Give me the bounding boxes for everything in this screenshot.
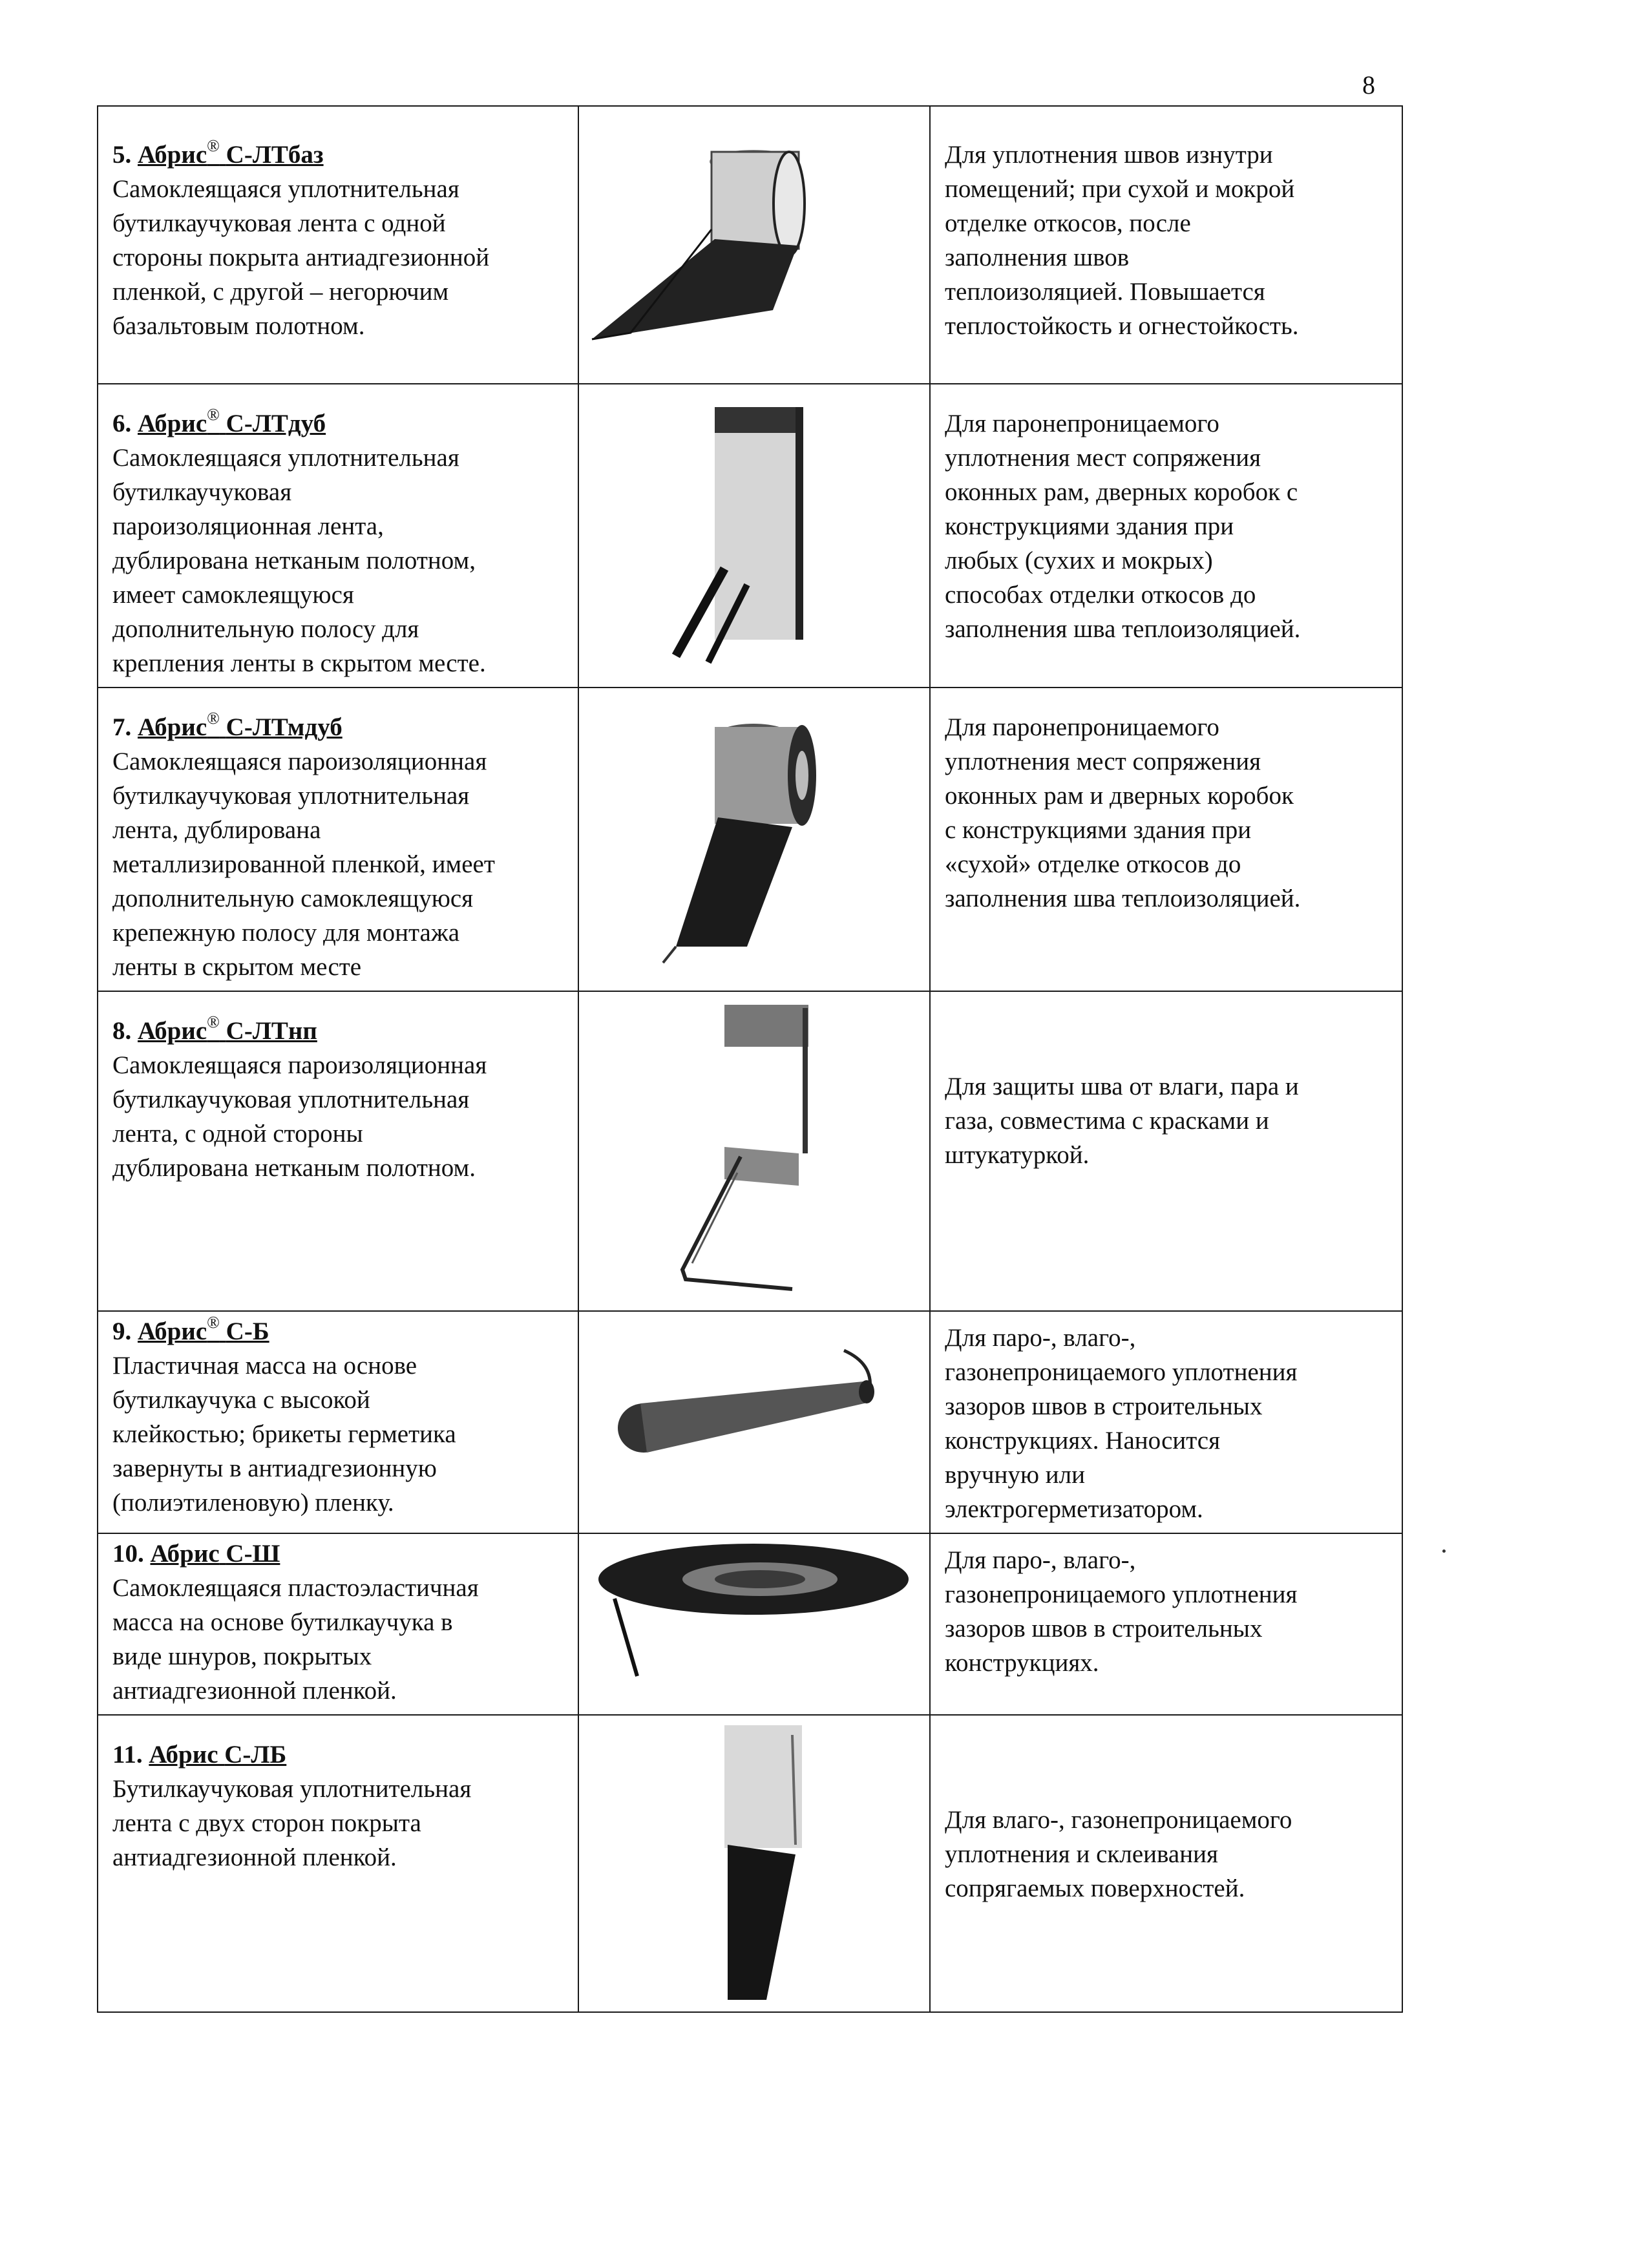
product-image-cell xyxy=(578,384,930,688)
table-row xyxy=(98,1715,1402,2012)
cord-coil-icon xyxy=(579,1534,931,1712)
usage-text: Для влаго-, газонепроницаемого уплотнения и склеивания сопрягаемых поверхностей. xyxy=(945,1806,1292,1902)
product-cell xyxy=(98,106,578,384)
product-table xyxy=(97,105,1403,2013)
table-row xyxy=(98,688,1402,991)
product-cell xyxy=(98,1311,578,1533)
product-image-cell xyxy=(578,688,930,991)
product-title: 9. Абрис® С-Б xyxy=(112,1313,269,1345)
product-title: 5. Абрис® С-ЛТбаз xyxy=(112,136,324,169)
product-title: 8. Абрис® С-ЛТнп xyxy=(112,1013,317,1045)
product-description: Самоклеящаяся пароизоляционная бутилкаучуковая уплотнительная лента, дублирована металлизированной пленкой, имеет дополнительную самоклеящуюся крепежную полосу для монтажа ленты в скрытом месте xyxy=(112,748,495,981)
product-image-cell xyxy=(578,106,930,384)
usage-cell xyxy=(930,106,1402,384)
tape-roll-basalt-icon xyxy=(579,107,931,384)
product-description: Самоклеящаяся пластоэластичная масса на основе бутилкаучука в виде шнуров, покрытых антиадгезионной пленкой. xyxy=(112,1574,479,1705)
table-row xyxy=(98,1311,1402,1533)
product-cell xyxy=(98,1715,578,2012)
sealant-briquette-icon xyxy=(579,1312,931,1525)
usage-text: Для защиты шва от влаги, пара и газа, совместима с красками и штукатуркой. xyxy=(945,1073,1299,1169)
product-description: Самоклеящаяся уплотнительная бутилкаучуковая пароизоляционная лента, дублирована нетканым полотном, имеет самоклеящуюся дополнительную полосу для крепления ленты в скрытом месте. xyxy=(112,444,486,677)
usage-text: Для уплотнения швов изнутри помещений; при сухой и мокрой отделке откосов, после заполнения швов теплоизоляцией. Повышается теплостойкость и огнестойкость. xyxy=(945,141,1299,340)
product-description: Бутилкаучуковая уплотнительная лента с двух сторон покрыта антиадгезионной пленкой. xyxy=(112,1775,472,1871)
product-description: Пластичная масса на основе бутилкаучука с высокой клейкостью; брикеты герметика завернуты в антиадгезионную (полиэтиленовую) пленку. xyxy=(112,1352,456,1517)
product-image-cell xyxy=(578,1311,930,1533)
product-description: Самоклеящаяся уплотнительная бутилкаучуковая лента с одной стороны покрыта антиадгезионной пленкой, с другой – негорючим базальтовым полотном. xyxy=(112,175,490,340)
table-row xyxy=(98,384,1402,688)
usage-text: Для паро-, влаго-, газонепроницаемого уплотнения зазоров швов в строительных конструкциях. Наносится вручную или электрогерметизатором. xyxy=(945,1324,1298,1523)
table-row xyxy=(98,1533,1402,1715)
usage-cell xyxy=(930,1715,1402,2012)
usage-text: Для паронепроницаемого уплотнения мест сопряжения оконных рам, дверных коробок с конструкциями здания при любых (сухих и мокрых) способах отделки откосов до заполнения шва теплоизоляцией. xyxy=(945,410,1301,643)
tape-roll-metallized-icon xyxy=(579,688,931,989)
table-row xyxy=(98,106,1402,384)
product-cell xyxy=(98,1533,578,1715)
product-title: 6. Абрис® С-ЛТдуб xyxy=(112,405,326,437)
usage-cell xyxy=(930,1533,1402,1715)
usage-cell xyxy=(930,991,1402,1311)
product-title: 7. Абрис® С-ЛТмдуб xyxy=(112,709,342,741)
usage-cell xyxy=(930,1311,1402,1533)
table-row xyxy=(98,991,1402,1311)
product-title: 10. Абрис С-Ш xyxy=(112,1540,280,1568)
product-cell xyxy=(98,688,578,991)
scan-speck xyxy=(1442,1549,1446,1553)
tape-roll-nonwoven-icon xyxy=(579,384,931,672)
usage-text: Для паро-, влаго-, газонепроницаемого уплотнения зазоров швов в строительных конструкциях. xyxy=(945,1546,1298,1677)
usage-text: Для паронепроницаемого уплотнения мест сопряжения оконных рам и дверных коробок с конструкциями здания при «сухой» отделке откосов до заполнения шва теплоизоляцией. xyxy=(945,713,1301,912)
usage-cell xyxy=(930,384,1402,688)
product-image-cell xyxy=(578,1533,930,1715)
product-cell xyxy=(98,991,578,1311)
product-description: Самоклеящаяся пароизоляционная бутилкаучуковая уплотнительная лента, с одной стороны дублирована нетканым полотном. xyxy=(112,1051,487,1182)
product-title: 11. Абрис С-ЛБ xyxy=(112,1741,287,1769)
usage-cell xyxy=(930,688,1402,991)
page-number: 8 xyxy=(1362,70,1375,100)
tape-strip-icon xyxy=(579,1716,931,2013)
tape-roll-unrolled-icon xyxy=(579,992,931,1312)
product-image-cell xyxy=(578,991,930,1311)
product-cell xyxy=(98,384,578,688)
product-image-cell xyxy=(578,1715,930,2012)
